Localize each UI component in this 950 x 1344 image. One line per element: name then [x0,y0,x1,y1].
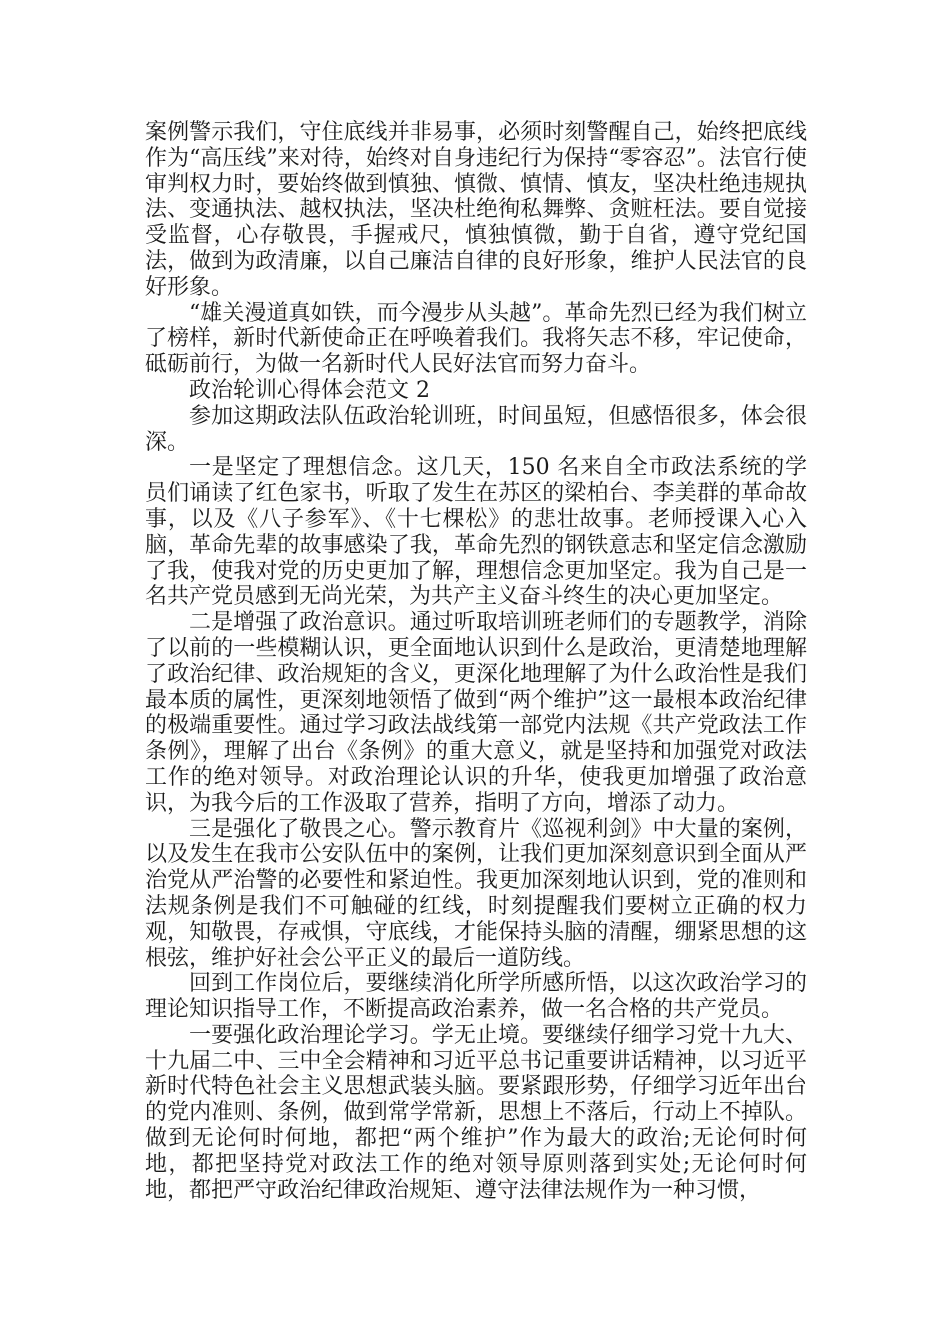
paragraph-intro-continuation: 案例警示我们，守住底线并非易事，必须时刻警醒自己，始终把底线作为“高压线”来对待，始终对自身违纪行为保持“零容忍”。法官行使审判权力时，要始终做到慎独、慎微、慎情、慎友，坚决杜绝违规执法、变通执法、越权执法，坚决杜绝徇私舞弊、贪赃枉法。要自觉接受监督，心存敬畏，手握戒尺，慎独慎微，勤于自省，遵守党纪国法，做到为政清廉，以自己廉洁自律的良好形象，维护人民法官的良好形象。 [145,120,807,300]
document-body [145,120,807,1203]
paragraph-political-awareness: 二是增强了政治意识。通过听取培训班老师们的专题教学，消除了以前的一些模糊认识，更全面地认识到什么是政治，更清楚地理解了政治纪律、政治规矩的含义，更深化地理解了为什么政治性是我们最本质的属性，更深刻地领悟了做到“两个维护”这一最根本政治纪律的极端重要性。通过学习政法战线第一部党内法规《共产党政法工作条例》，理解了出台《条例》的重大意义，就是坚持和加强党对政法工作的绝对领导。对政治理论认识的升华，使我更加增强了政治意识，为我今后的工作汲取了营养，指明了方向，增添了动力。 [145,610,807,816]
section-heading: 政治轮训心得体会范文 2 [189,377,430,403]
paragraph-ideals: 一是坚定了理想信念。这几天，150 名来自全市政法系统的学员们诵读了红色家书，听取了发生在苏区的梁柏台、李美群的革命故事，以及《八子参军》、《十七棵松》的悲壮故事。老师授课入心入脑，革命先辈的故事感染了我，革命先烈的钢铁意志和坚定信念激励了我，使我对党的历史更加了解，理想信念更加坚定。我为自己是一名共产党员感到无尚光荣，为共产主义奋斗终生的决心更加坚定。 [145,455,807,610]
paragraph-reverence: 三是强化了敬畏之心。警示教育片《巡视利剑》中大量的案例，以及发生在我市公安队伍中的案例，让我们更加深刻意识到全面从严治党从严治警的必要性和紧迫性。我更加深刻地认识到，党的准则和法规条例是我们不可触碰的红线，时刻提醒我们要树立正确的权力观，知敬畏，存戒惧，守底线，才能保持头脑的清醒，绷紧思想的这根弦，维护好社会公平正义的最后一道防线。 [145,816,807,971]
paragraph-training-intro: 参加这期政法队伍政治轮训班，时间虽短，但感悟很多，体会很深。 [145,403,807,455]
paragraph-theory-study: 一要强化政治理论学习。学无止境。要继续仔细学习党十九大、十九届二中、三中全会精神和习近平总书记重要讲话精神，以习近平新时代特色社会主义思想武装头脑。要紧跟形势，仔细学习近年出台的党内准则、条例，做到常学常新，思想上不落后，行动上不掉队。做到无论何时何地，都把“两个维护”作为最大的政治;无论何时何地，都把坚持党对政法工作的绝对领导原则落到实处;无论何时何地，都把严守政治纪律政治规矩、遵守法律法规作为一种习惯， [145,1022,807,1203]
paragraph-resolution: “雄关漫道真如铁，而今漫步从头越”。革命先烈已经为我们树立了榜样，新时代新使命正在呼唤着我们。我将矢志不移，牢记使命，砥砺前行，为做一名新时代人民好法官而努力奋斗。 [145,300,807,378]
paragraph-return-to-work: 回到工作岗位后，要继续消化所学所感所悟，以这次政治学习的理论知识指导工作，不断提高政治素养，做一名合格的共产党员。 [145,971,807,1023]
